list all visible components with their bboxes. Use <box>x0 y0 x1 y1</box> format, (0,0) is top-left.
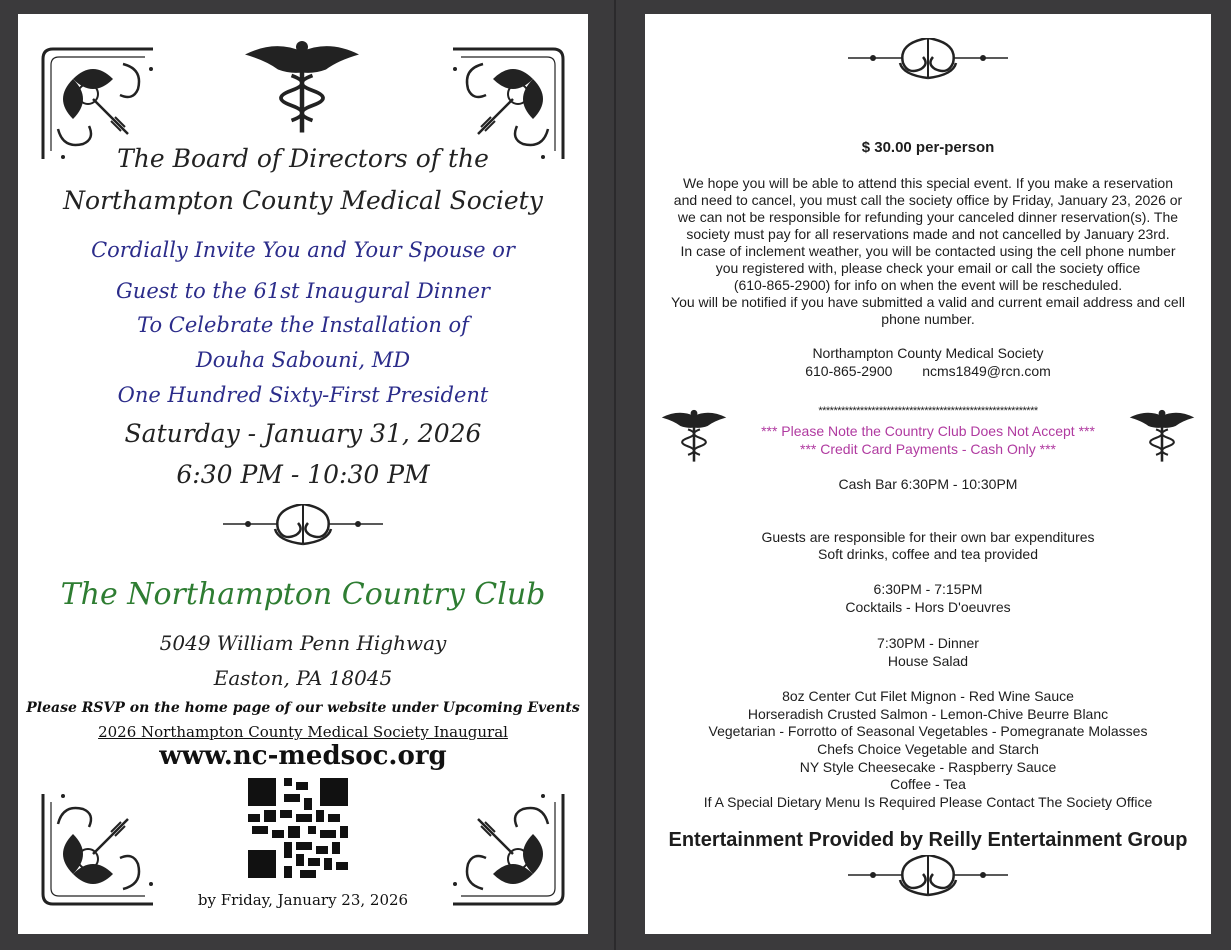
policy-line: We hope you will be able to attend this special event. If you make a reservation <box>682 175 1174 191</box>
policy-line: In case of inclement weather, you will be contacted using the cell phone number <box>680 243 1176 259</box>
menu-item: NY Style Cheesecake - Raspberry Sauce <box>799 759 1057 775</box>
venue-address-line2: Easton, PA 18045 <box>213 666 393 690</box>
invite-line: Douha Sabouni, MD <box>195 348 411 372</box>
menu-item: Horseradish Crusted Salmon - Lemon-Chive Beurre Blanc <box>747 706 1109 722</box>
policy-line: and need to cancel, you must call the society office by Friday, January 23, 2026 or <box>673 192 1183 208</box>
venue-name: The Northampton Country Club <box>60 577 546 612</box>
menu-item: Chefs Choice Vegetable and Starch <box>817 741 1039 757</box>
price-per-person: $ 30.00 per-person <box>861 139 995 156</box>
guests-note-line1: Guests are responsible for their own bar expenditures <box>761 529 1095 545</box>
qr-code-icon[interactable] <box>248 778 348 878</box>
org-name: Northampton County Medical Society <box>812 345 1044 361</box>
policy-line: You will be notified if you have submitted a valid and current email address and cell <box>671 294 1185 310</box>
invitation-front-panel <box>18 14 588 934</box>
invite-line: Guest to the 61st Inaugural Dinner <box>116 279 490 303</box>
event-time: 6:30 PM - 10:30 PM <box>176 460 430 489</box>
caduceus-icon <box>242 39 362 139</box>
star-divider: ********************************************************** <box>818 405 1038 417</box>
org-contact <box>645 363 1211 381</box>
menu-item: Coffee - Tea <box>890 776 966 792</box>
payment-note-line2: *** Credit Card Payments - Cash Only *** <box>800 441 1056 457</box>
board-title-line1: The Board of Directors of the <box>117 144 489 173</box>
board-title-line2: Northampton County Medical Society <box>63 186 543 215</box>
event-date: Saturday - January 31, 2026 <box>124 419 482 448</box>
venue-address-line1: 5049 William Penn Highway <box>159 631 447 655</box>
invitation-back-panel <box>645 14 1211 934</box>
entertainment-credit: Entertainment Provided by Reilly Entertainment Group <box>668 829 1188 851</box>
scroll-ornament-icon <box>223 504 383 549</box>
cocktail-description: Cocktails - Hors D'oeuvres <box>845 599 1011 615</box>
policy-line: we can not be responsible for refunding your canceled dinner reservation(s). The <box>677 209 1179 225</box>
payment-note-line1: *** Please Note the Country Club Does Not Accept *** <box>761 423 1095 439</box>
cash-bar-hours: Cash Bar 6:30PM - 10:30PM <box>838 476 1018 492</box>
menu-item: Vegetarian - Forrotto of Seasonal Vegetables - Pomegranate Molasses <box>708 723 1148 739</box>
invite-line: To Celebrate the Installation of <box>137 313 469 337</box>
dinner-salad: House Salad <box>887 653 969 669</box>
policy-line: society must pay for all reservations made and not cancelled by January 23rd. <box>686 226 1170 242</box>
guests-note-line2: Soft drinks, coffee and tea provided <box>818 546 1038 562</box>
org-email[interactable]: ncms1849@rcn.com <box>922 363 1051 379</box>
cocktail-time: 6:30PM - 7:15PM <box>873 581 983 597</box>
policy-line: phone number. <box>881 311 975 327</box>
inaugural-event-link[interactable]: 2026 Northampton County Medical Society Inaugural <box>98 723 508 741</box>
policy-line: you registered with, please check your email or call the society office <box>715 260 1141 276</box>
policy-line: (610-865-2900) for info on when the event will be rescheduled. <box>733 277 1123 293</box>
rsvp-deadline: by Friday, January 23, 2026 <box>197 891 409 909</box>
rsvp-instructions: Please RSVP on the home page of our website under Upcoming Events <box>26 700 580 716</box>
menu-item: 8oz Center Cut Filet Mignon - Red Wine Sauce <box>782 688 1074 704</box>
card-fold-divider <box>614 0 616 950</box>
invite-line: One Hundred Sixty-First President <box>117 383 489 407</box>
website-url[interactable]: www.nc-medsoc.org <box>159 741 447 771</box>
org-phone: 610-865-2900 <box>805 363 893 379</box>
dietary-note: If A Special Dietary Menu Is Required Please Contact The Society Office <box>703 794 1153 810</box>
scroll-ornament-icon <box>848 855 1008 900</box>
scroll-ornament-icon <box>848 38 1008 83</box>
invite-line: Cordially Invite You and Your Spouse or <box>91 238 515 262</box>
dinner-time: 7:30PM - Dinner <box>877 635 979 651</box>
